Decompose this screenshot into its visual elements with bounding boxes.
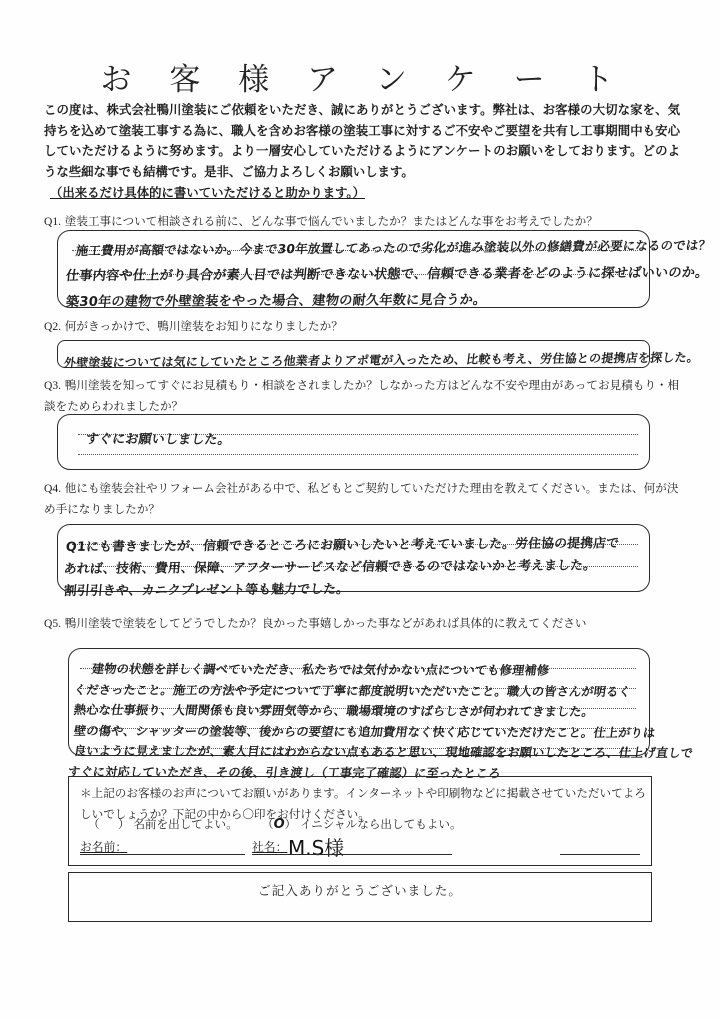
permission-option-name[interactable]	[88, 816, 238, 832]
handwritten-answer-q5-line2: くださったこと。施工の方法や予定について丁寧に都度説明いただいたこと。職人の皆さんが明るく	[73, 683, 632, 699]
question-number-q4: Q4.	[44, 482, 62, 495]
handwritten-answer-q5-line1: 建物の状態を詳しく調べていただき、私たちでは気付かない点についても修理補修	[91, 662, 551, 678]
company-field-value: M.S様	[288, 836, 345, 860]
permission-option-name-mark: （ ）	[88, 817, 130, 831]
circle-selection-mark: O	[273, 817, 285, 832]
page-title: お 客 様 ア ン ケ ー ト	[100, 62, 628, 98]
intro-note	[50, 183, 365, 201]
question-text-q1: 塗装工事について相談される前に、どんな事で悩んでいましたか？またはどんな事をお考えでしたか？	[64, 214, 598, 228]
handwritten-answer-q1-line3: 築30年の建物で外壁塗装をやった場合、建物の耐久年数に見合うか。	[65, 292, 488, 310]
intro-paragraph: この度は、株式会社鴨川塗装にご依頼をいただき、誠にありがとうございます。弊社は、お客様の大切な家を、気持ちを込めて塗装工事する為に、職人を含めお客様の塗装工事に対するご不安やご要望を共有し工事期間中も安心していただけるように努めます。より一層安心していただけるようにアンケートのお願いをしております。どのような些細な事でも結構です。是非、ご協力よろしくお願いします。	[44, 102, 680, 179]
permission-notice: ＊上記のお客様のお声についてお願いがあります。インターネットや印刷物などに掲載させていただいてよろしいでしょうか？下記の中から〇印をお付けください。	[80, 786, 646, 821]
question-text-q4: 他にも塗装会社やリフォーム会社がある中で、私どもとご契約していただけた理由を教えてください。または、何が決め手になりましたか？	[44, 481, 679, 516]
handwritten-answer-q1-line1: 施工費用が高額ではないか。今まで30年放置してあったので劣化が進み塗装以外の修繕費が必要になるのでは？	[75, 237, 712, 258]
question-text-q2: 何がきっかけで、鴨川塗装をお知りになりましたか？	[64, 319, 343, 333]
company-field-label: 社名：	[252, 840, 288, 854]
handwritten-answer-q4-line3: 割引引きや、カニクプレゼント等も魅力でした。	[63, 582, 350, 599]
handwritten-answer-q3-line1: すぐにお願いしました。	[84, 432, 232, 448]
company-field[interactable]	[252, 838, 287, 855]
handwritten-answer-q5-line3: 熱心な仕事振り、人間関係も良い雰囲気等から、職場環境のすばらしさが伺われてきました。	[73, 703, 595, 719]
question-number-q3: Q3.	[44, 379, 62, 392]
question-label-q5	[44, 613, 684, 634]
question-number-q5: Q5.	[44, 617, 62, 630]
name-field[interactable]	[80, 838, 127, 855]
permission-option-name-label: 名前を出してよい。	[133, 817, 238, 831]
handwritten-answer-q5-line6: すぐに対応していただき、その後、引き渡し（工事完了確認）に至ったところ	[67, 765, 502, 781]
question-label-q4	[44, 478, 684, 519]
question-number-q2: Q2.	[44, 320, 62, 333]
intro-note-text: （出来るだけ具体的に書いていただけると助かります。）	[50, 185, 365, 200]
permission-option-initials[interactable]	[262, 816, 462, 832]
company-field-rule	[252, 854, 452, 855]
answer-rule	[78, 454, 638, 455]
question-label-q3	[44, 375, 684, 416]
permission-option-initials-mark: （O）	[262, 817, 297, 832]
question-label-q2	[44, 316, 684, 337]
handwritten-answer-q1-line2: 仕事内容や仕上がり具合が素人目では判断できない状態で、信頼できる業者をどのように探せばいいのか。	[65, 265, 710, 284]
question-text-q5: 鴨川塗装で塗装をしてどうでしたか？良かった事嬉しかった事などがあれば具体的に教えてください	[64, 616, 587, 630]
question-label-q1	[44, 211, 684, 232]
permission-option-initials-label: イニシャルなら出してもよい。	[299, 817, 462, 831]
handwritten-answer-q4-line2: あれば、技術、費用、保障、アフターサービスなど信頼できるのではないかと考えました。	[63, 558, 597, 577]
handwritten-answer-q5-line5: 良いように見えましたが、素人目にはわからない点もあると思い、現地確認をお願いしたところ、仕上げ直しで	[73, 744, 694, 761]
scan-artifact	[68, 868, 652, 869]
handwritten-answer-q5-line4: 壁の傷や、シャッターの塗装等、後からの要望にも追加費用なく快く応じていただけたこと。仕上がりは	[73, 724, 657, 741]
handwritten-answer-q4-line1: Q1にも書きましたが、信頼できるところにお願いしたいと考えていました。労住協の提携店で	[65, 536, 620, 555]
name-field-rule	[80, 854, 245, 855]
name-field-label: お名前：	[80, 840, 128, 854]
question-number-q1: Q1.	[44, 215, 62, 228]
thanks-message: ご記入ありがとうございました。	[258, 883, 462, 898]
handwritten-answer-q2-line1: 外壁塗装については気にしていたところ他業者よりアポ電が入ったため、比較も考え、労住協との提携店を探した。	[63, 350, 700, 370]
question-text-q3: 鴨川塗装を知ってすぐにお見積もり・相談をされましたか？しなかった方はどんな不安や理由があってお見積もり・相談をためらわれましたか？	[44, 378, 680, 413]
scan-artifact	[68, 772, 652, 773]
company-field-rule-ext	[560, 854, 640, 855]
